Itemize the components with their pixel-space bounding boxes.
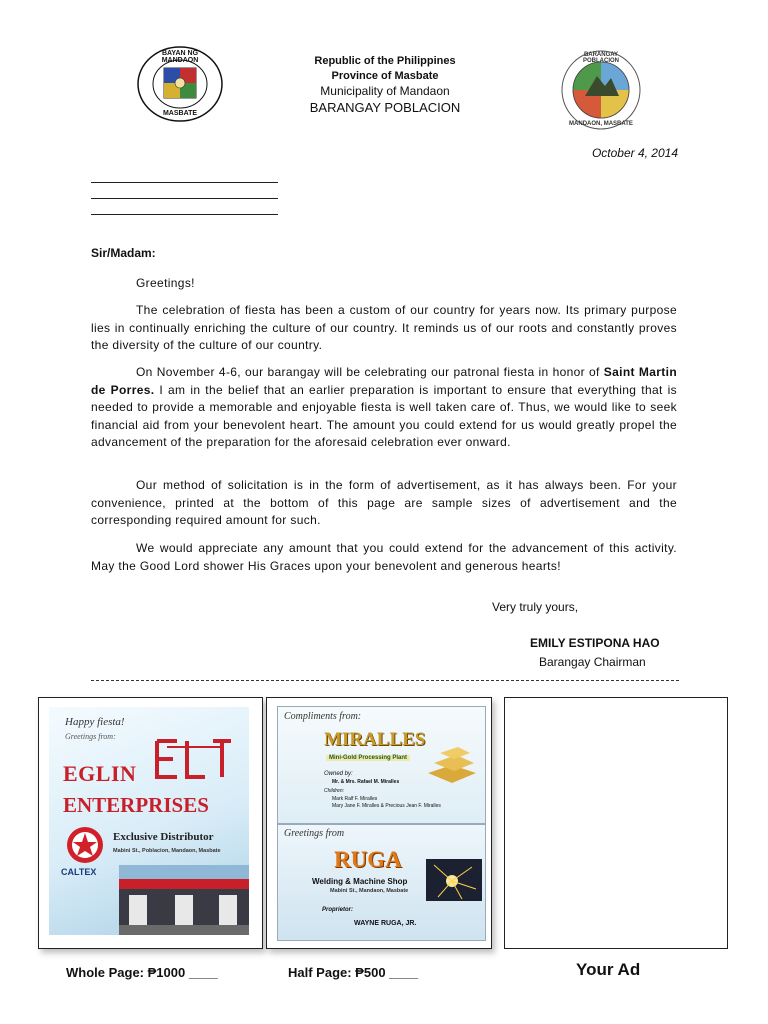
- paragraph-2-text-b: I am in the belief that an earlier preparation is important to ensure that everything that is needed to provide a memorable and enjoyable fiesta is well taken care of. Thus, we would like to seek financial aid from your benevolent heart. The amount you could extend for us would greatly propel the advancement of the preparation for the aforesaid celebration ever onward.: [91, 382, 677, 449]
- address-line-1: [91, 182, 278, 183]
- miralles-owners: Mr. & Mrs. Rafael M. Miralles: [332, 779, 400, 785]
- eglin-happy: Happy fiesta!: [65, 716, 125, 728]
- paragraph-3: [91, 477, 677, 530]
- whole-page-price: Whole Page: ₱1000 ____: [66, 965, 218, 980]
- header-municipality: Municipality of Mandaon: [320, 84, 450, 98]
- left-seal-bottom-text: MASBATE: [162, 110, 198, 117]
- ruga-name: RUGA: [334, 847, 402, 872]
- miralles-child-1: Mark Ralf F. Miralles: [332, 796, 378, 802]
- gold-bars-icon: [424, 743, 480, 785]
- address-line-3: [91, 214, 278, 215]
- paragraph-4-text: We would appreciate any amount that you could extend for the advancement of this activity. May the Good Lord shower His Graces upon your benevolent and generous hearts!: [91, 541, 677, 573]
- poblacion-seal: [561, 50, 641, 130]
- miralles-sub: Mini-Gold Processing Plant: [326, 755, 410, 761]
- saint-name: Saint Martin de Porres.: [91, 365, 677, 397]
- miralles-ad: [277, 706, 486, 824]
- ruga-proprietor-label: Proprietor:: [322, 907, 354, 913]
- closing: Very truly yours,: [492, 600, 579, 614]
- caltex-star-icon: [65, 825, 105, 865]
- half-page-price: Half Page: ₱500 ____: [288, 965, 419, 980]
- greeting: [91, 275, 677, 293]
- miralles-children-label: Children:: [324, 788, 345, 794]
- ruga-greet: Greetings from: [284, 828, 345, 839]
- letterhead: [270, 54, 500, 115]
- left-seal-top-text: BAYAN NG MANDAON: [161, 50, 199, 64]
- paragraph-1-text: The celebration of fiesta has been a custom of our country for years now. Its primary purpose lies in continually enriching the culture of our country. It reminds us of our roots and constantly proves the diversity of the culture of our country.: [91, 303, 677, 352]
- eglin-distributor: Exclusive Distributor: [113, 831, 214, 843]
- right-seal-bottom-text: MANDAON, MASBATE: [569, 121, 633, 127]
- miralles-compliments: Compliments from:: [284, 711, 362, 722]
- signatory-name: EMILY ESTIPONA HAO: [530, 636, 660, 650]
- gas-station-photo: [119, 865, 249, 935]
- ruga-sub: Welding & Machine Shop: [312, 877, 408, 886]
- right-seal-top-text: BARANGAY POBLACION: [583, 52, 619, 64]
- letter-date: October 4, 2014: [591, 146, 678, 160]
- eglin-logo-icon: [153, 737, 233, 783]
- header-barangay: BARANGAY POBLACION: [309, 100, 461, 115]
- eglin-ad: [49, 707, 249, 935]
- paragraph-1: [91, 302, 677, 355]
- paragraph-3-text: Our method of solicitation is in the form of advertisement, as it has always been. For your convenience, printed at the bottom of this page are sample sizes of advertisement and the corresponding required amount for such.: [91, 478, 677, 527]
- miralles-name: MIRALLES: [324, 729, 426, 750]
- your-ad-box: [504, 697, 728, 949]
- header-province: Province of Masbate: [331, 70, 439, 82]
- mandaon-seal: [137, 46, 223, 122]
- ruga-ad: [277, 824, 486, 941]
- cut-line: [91, 680, 679, 681]
- eglin-address: Mabini St., Poblacion, Mandaon, Masbate: [113, 848, 221, 854]
- miralles-child-2: Mary Jane F. Miralles & Precious Jean F. Miralles: [332, 803, 441, 809]
- half-page-ad-box: [266, 697, 492, 949]
- miralles-owned: Owned by:: [324, 771, 353, 777]
- ruga-proprietor: WAYNE RUGA, JR.: [354, 920, 417, 927]
- paragraph-2: [91, 364, 677, 452]
- welding-photo: [426, 859, 482, 901]
- eglin-enterprises: ENTERPRISES: [63, 793, 209, 817]
- salutation: Sir/Madam:: [91, 246, 156, 260]
- greeting-text: Greetings!: [136, 276, 195, 290]
- address-line-2: [91, 198, 278, 199]
- whole-page-ad-box: [38, 697, 263, 949]
- your-ad-label: Your Ad: [576, 960, 641, 979]
- caltex-label: CALTEX: [61, 867, 97, 877]
- ruga-address: Mabini St., Mandaon, Masbate: [330, 888, 409, 894]
- paragraph-2-text-a: On November 4-6, our barangay will be celebrating our patronal fiesta in honor of: [136, 365, 604, 379]
- eglin-name: EGLIN: [63, 761, 137, 786]
- paragraph-4: [91, 540, 677, 575]
- eglin-greet: Greetings from:: [65, 732, 116, 741]
- signatory-title: Barangay Chairman: [539, 655, 646, 669]
- header-republic: Republic of the Philippines: [314, 55, 456, 67]
